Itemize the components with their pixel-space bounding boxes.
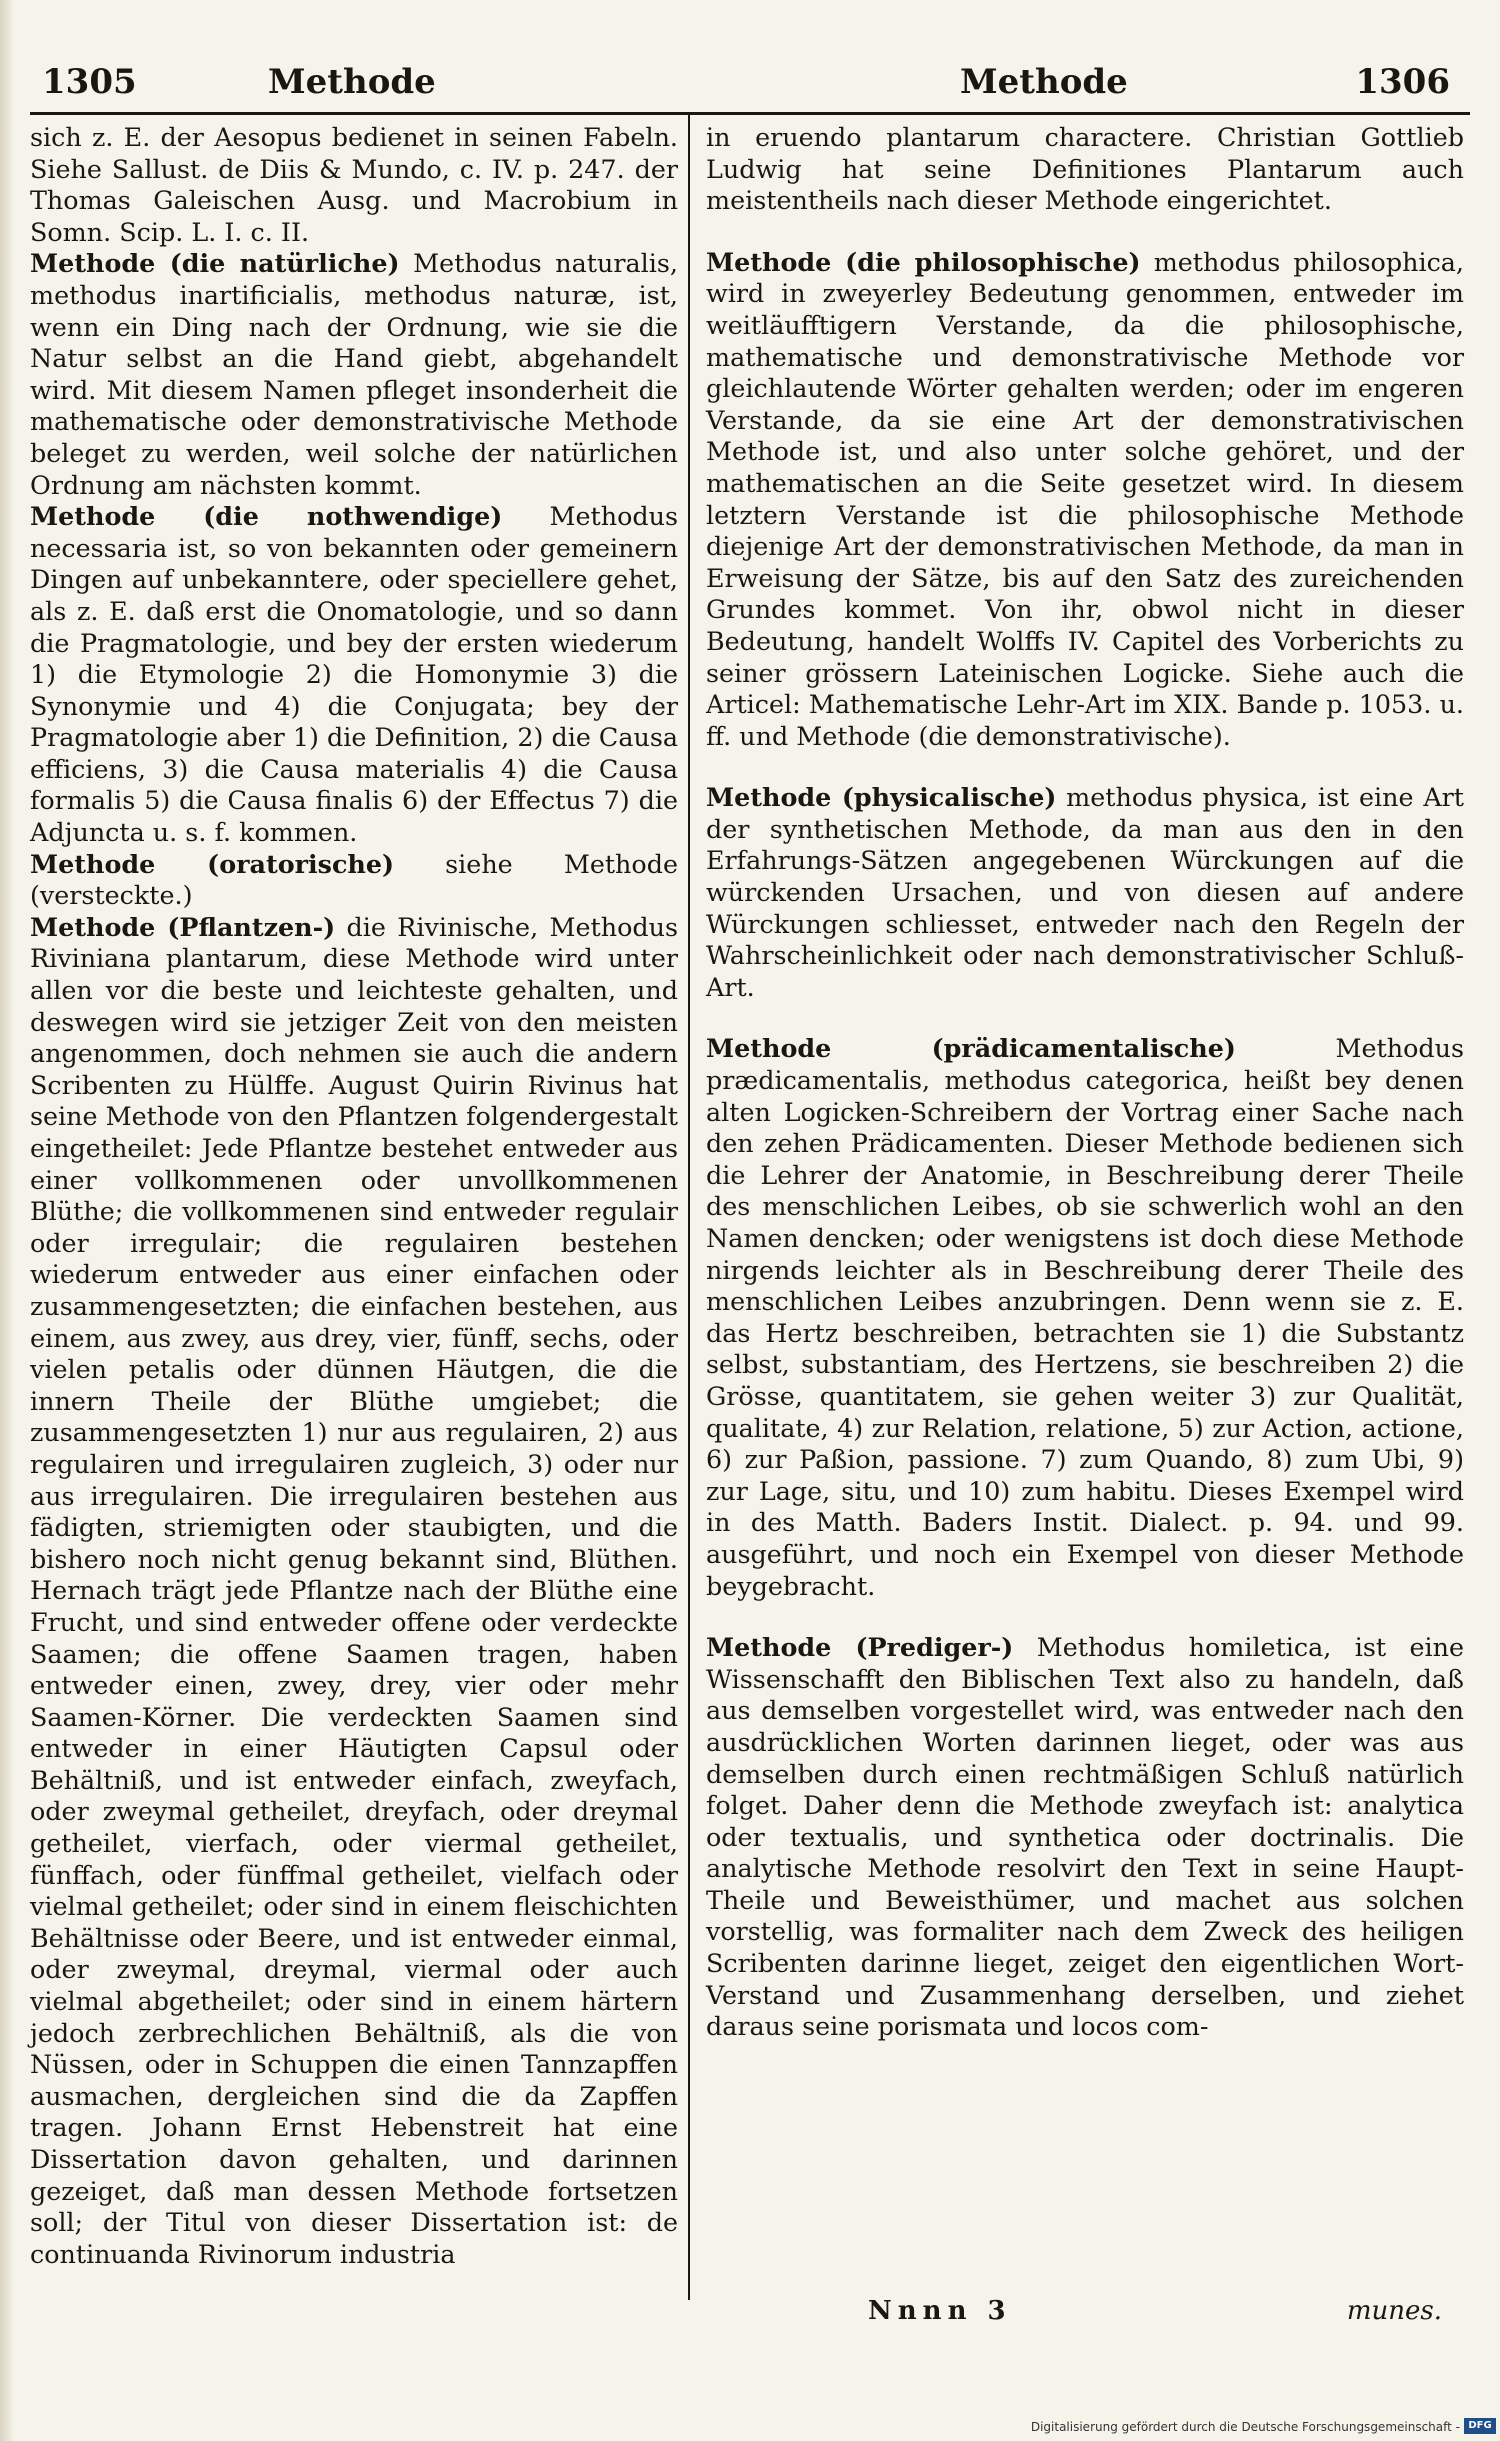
- signature-mark: Nnnn 3: [868, 2296, 1012, 2326]
- entry-headword: Methode (die philosophische): [706, 246, 1141, 277]
- right-column: [706, 122, 1464, 2043]
- entry: Methode (die philosophische) methodus philosophica, wird in zweyerley Bedeutung genommen, entweder im weitläufftigern Verstande, da die philosophische, mathematische und demonstrativische Methode vor gleichlautende Wörter gehalten werden; oder im engeren Verstande, da sie eine Art der demonstrativischen Methode ist, und also unter solche gehöret, und der mathematischen an die Seite gesetzet wird. In diesem letztern Verstande ist die philosophische Methode diejenige Art der demonstrativischen Methode, da man in Erweisung der Sätze, bis auf den Satz des zureichenden Grundes kommet. Von ihr, obwol nicht in dieser Bedeutung, handelt Wolffs IV. Capitel des Vorberichts zu seiner grössern Lateinischen Logicke. Siehe auch die Articel: Mathematische Lehr-Art im XIX. Bande p. 1053. u. ff. und Methode (die demonstrativische).: [706, 246, 1464, 751]
- entry: Methode (prädicamentalische) Methodus prædicamentalis, methodus categorica, heißt bey denen alten Logicken-Schreibern der Vortrag einer Sache nach den zehen Prädicamenten. Dieser Methode bedienen sich die Lehrer der Anatomie, in Beschreibung derer Theile des menschlichen Leibes, ob sie schwerlich wohl an den Namen dencken; oder wenigstens ist doch diese Methode nirgends leichter als in Beschreibung derer Theile des menschlichen Leibes anzubringen. Denn wenn sie z. E. das Hertz beschreiben, betrachten sie 1) die Substantz selbst, substantiam, des Hertzens, sie beschreiben 2) die Grösse, quantitatem, sie gehen weiter 3) zur Qualität, qualitate, 4) zur Relation, relatione, 5) zur Action, actione, 6) zur Paßion, passione. 7) zum Quando, 8) zum Ubi, 9) zur Lage, situ, und 10) zum habitu. Dieses Exempel wird in des Matth. Baders Instit. Dialect. p. 94. und 99. ausgeführt, und noch ein Exempel von dieser Methode beygebracht.: [706, 1033, 1464, 1601]
- header-rule: [30, 112, 1470, 115]
- entry-continuation: sich z. E. der Aesopus bedienet in seinen Fabeln. Siehe Sallust. de Diis & Mundo, c. IV. p. 247. der Thomas Galeischen Ausg. und Macrobium in Somn. Scip. L. I. c. II.: [30, 122, 678, 247]
- entry-headword: Methode (die natürliche): [30, 248, 400, 279]
- entry-headword: Methode (physicalische): [706, 782, 1057, 813]
- entry: Methode (Pflantzen-) die Rivinische, Methodus Riviniana plantarum, diese Methode wird unter allen vor die beste und leichteste gehalten, und deswegen wird sie jetziger Zeit von den meisten angenommen, doch nehmen sie auch die andern Scribenten zu Hülffe. August Quirin Rivinus hat seine Methode von den Pflantzen folgendergestalt eingetheilet: Jede Pflantze bestehet entweder aus einer vollkommenen oder unvollkommenen Blüthe; die vollkommenen sind entweder regulair oder irregulair; die regulairen bestehen wiederum entweder aus einer einfachen oder zusammengesetzten; die einfachen bestehen, aus einem, aus zwey, aus drey, vier, fünff, sechs, oder vielen petalis oder dünnen Häutgen, die die innern Theile der Blüthe umgiebet; die zusammengesetzten 1) nur aus regulairen, 2) aus regulairen und irregulairen zugleich, 3) oder nur aus irregulairen. Die irregulairen bestehen aus fädigten, striemigten oder staubigten, und die bishero noch nicht genug bekannt sind, Blüthen. Hernach trägt jede Pflantze nach der Blüthe eine Frucht, und sind entweder offene oder verdeckte Saamen; die offene Saamen tragen, haben entweder einen, zwey, drey, vier oder mehr Saamen-Körner. Die verdeckten Saamen sind entweder in einer Häutigten Capsul oder Behältniß, und ist entweder einfach, zweyfach, oder zweymal getheilet, dreyfach, oder dreymal getheilet, vierfach, oder viermal getheilet, fünffach, oder fünffmal getheilet, vielfach oder vielmal getheilet; oder sind in einem fleischichten Behältnisse oder Beere, und ist entweder einmal, oder zweymal, dreymal, viermal oder auch vielmal abgetheilet; oder sind in einem härtern jedoch zerbrechlichen Behältniß, als die von Nüssen, oder in Schuppen die einen Tannzapffen ausmachen, dergleichen sind die da Zapffen tragen. Johann Ernst Hebenstreit hat eine Dissertation davon gehalten, und darinnen gezeiget, daß man dessen Methode fortsetzen soll; der Titul von dieser Dissertation ist: de continuanda Rivinorum industria: [30, 911, 678, 2269]
- entry: Methode (die natürliche) Methodus naturalis, methodus inartificialis, methodus naturæ, ist, wenn ein Ding nach der Ordnung, wie sie die Natur selbst an die Hand giebt, abgehandelt wird. Mit diesem Namen pfleget insonderheit die mathematische oder demonstrativische Methode beleget zu werden, weil solche der natürlichen Ordnung am nächsten kommt.: [30, 248, 678, 500]
- entry-headword: Methode (Prediger-): [706, 1632, 1014, 1663]
- entry: Methode (Prediger-) Methodus homiletica, ist eine Wissenschafft den Biblischen Text also zu handeln, daß aus demselben vorgestellet wird, was entweder nach den ausdrücklichen Worten darinnen lieget, oder was aus demselben durch einen rechtmäßigen Schluß natürlich folget. Daher denn die Methode zweyfach ist: analytica oder textualis, und synthetica oder doctrinalis. Die analytische Methode resolvirt den Text in seine Haupt-Theile und Beweisthümer, und machet aus solchen vorstellig, was formaliter nach dem Zweck des heiligen Scribenten darinne lieget, zeiget den eigentlichen Wort-Verstand und Zusammenhang derselben, und ziehet daraus seine porismata und locos com-: [706, 1632, 1464, 2042]
- dfg-logo: DFG: [1464, 2418, 1496, 2434]
- entry: Methode (oratorische) siehe Methode (versteckte.): [30, 848, 678, 911]
- page: [30, 0, 1470, 2441]
- page-gutter-shadow: [0, 0, 14, 2441]
- entry-headword: Methode (die nothwendige): [30, 501, 503, 532]
- right-running-head: Methode: [960, 62, 1128, 102]
- entry: Methode (die nothwendige) Methodus necessaria ist, so von bekannten oder gemeinern Dingen auf unbekanntere, oder speciellere gehet, als z. E. daß erst die Onomatologie, und so dann die Pragmatologie, und bey der ersten wiederum 1) die Etymologie 2) die Homonymie 3) die Synonymie und 4) die Conjugata; bey der Pragmatologie aber 1) die Definition, 2) die Causa efficiens, 3) die Causa materialis 4) die Causa formalis 5) die Causa finalis 6) der Effectus 7) die Adjuncta u. s. f. kommen.: [30, 501, 679, 848]
- left-page-number: 1305: [42, 62, 137, 102]
- entry-headword: Methode (Pflantzen-): [30, 911, 336, 942]
- page-footer: [30, 2296, 1470, 2336]
- left-running-head: Methode: [268, 62, 436, 102]
- digitization-credit: Digitalisierung gefördert durch die Deutsche Forschungsgemeinschaft -: [1030, 2420, 1460, 2434]
- entry-headword: Methode (oratorische): [30, 848, 395, 879]
- right-page-number: 1306: [1355, 62, 1450, 102]
- entry-headword: Methode (prädicamentalische): [706, 1033, 1236, 1064]
- catchword: munes.: [1346, 2296, 1442, 2326]
- entry: Methode (physicalische) methodus physica, ist eine Art der synthetischen Methode, da man aus den in den Erfahrungs-Sätzen angegebenen Würckungen auf die würckenden Ursachen, und von diesen auf andere Würckungen schliesset, entweder nach den Regeln der Wahrscheinlichkeit oder nach demonstrativischer Schluß-Art.: [706, 782, 1464, 1002]
- column-divider: [688, 115, 690, 2300]
- left-column: [30, 122, 678, 2270]
- entry-continuation: in eruendo plantarum charactere. Christian Gottlieb Ludwig hat seine Definitiones Plantarum auch meistentheils nach dieser Methode eingerichtet.: [706, 122, 1464, 216]
- running-header: [30, 62, 1470, 112]
